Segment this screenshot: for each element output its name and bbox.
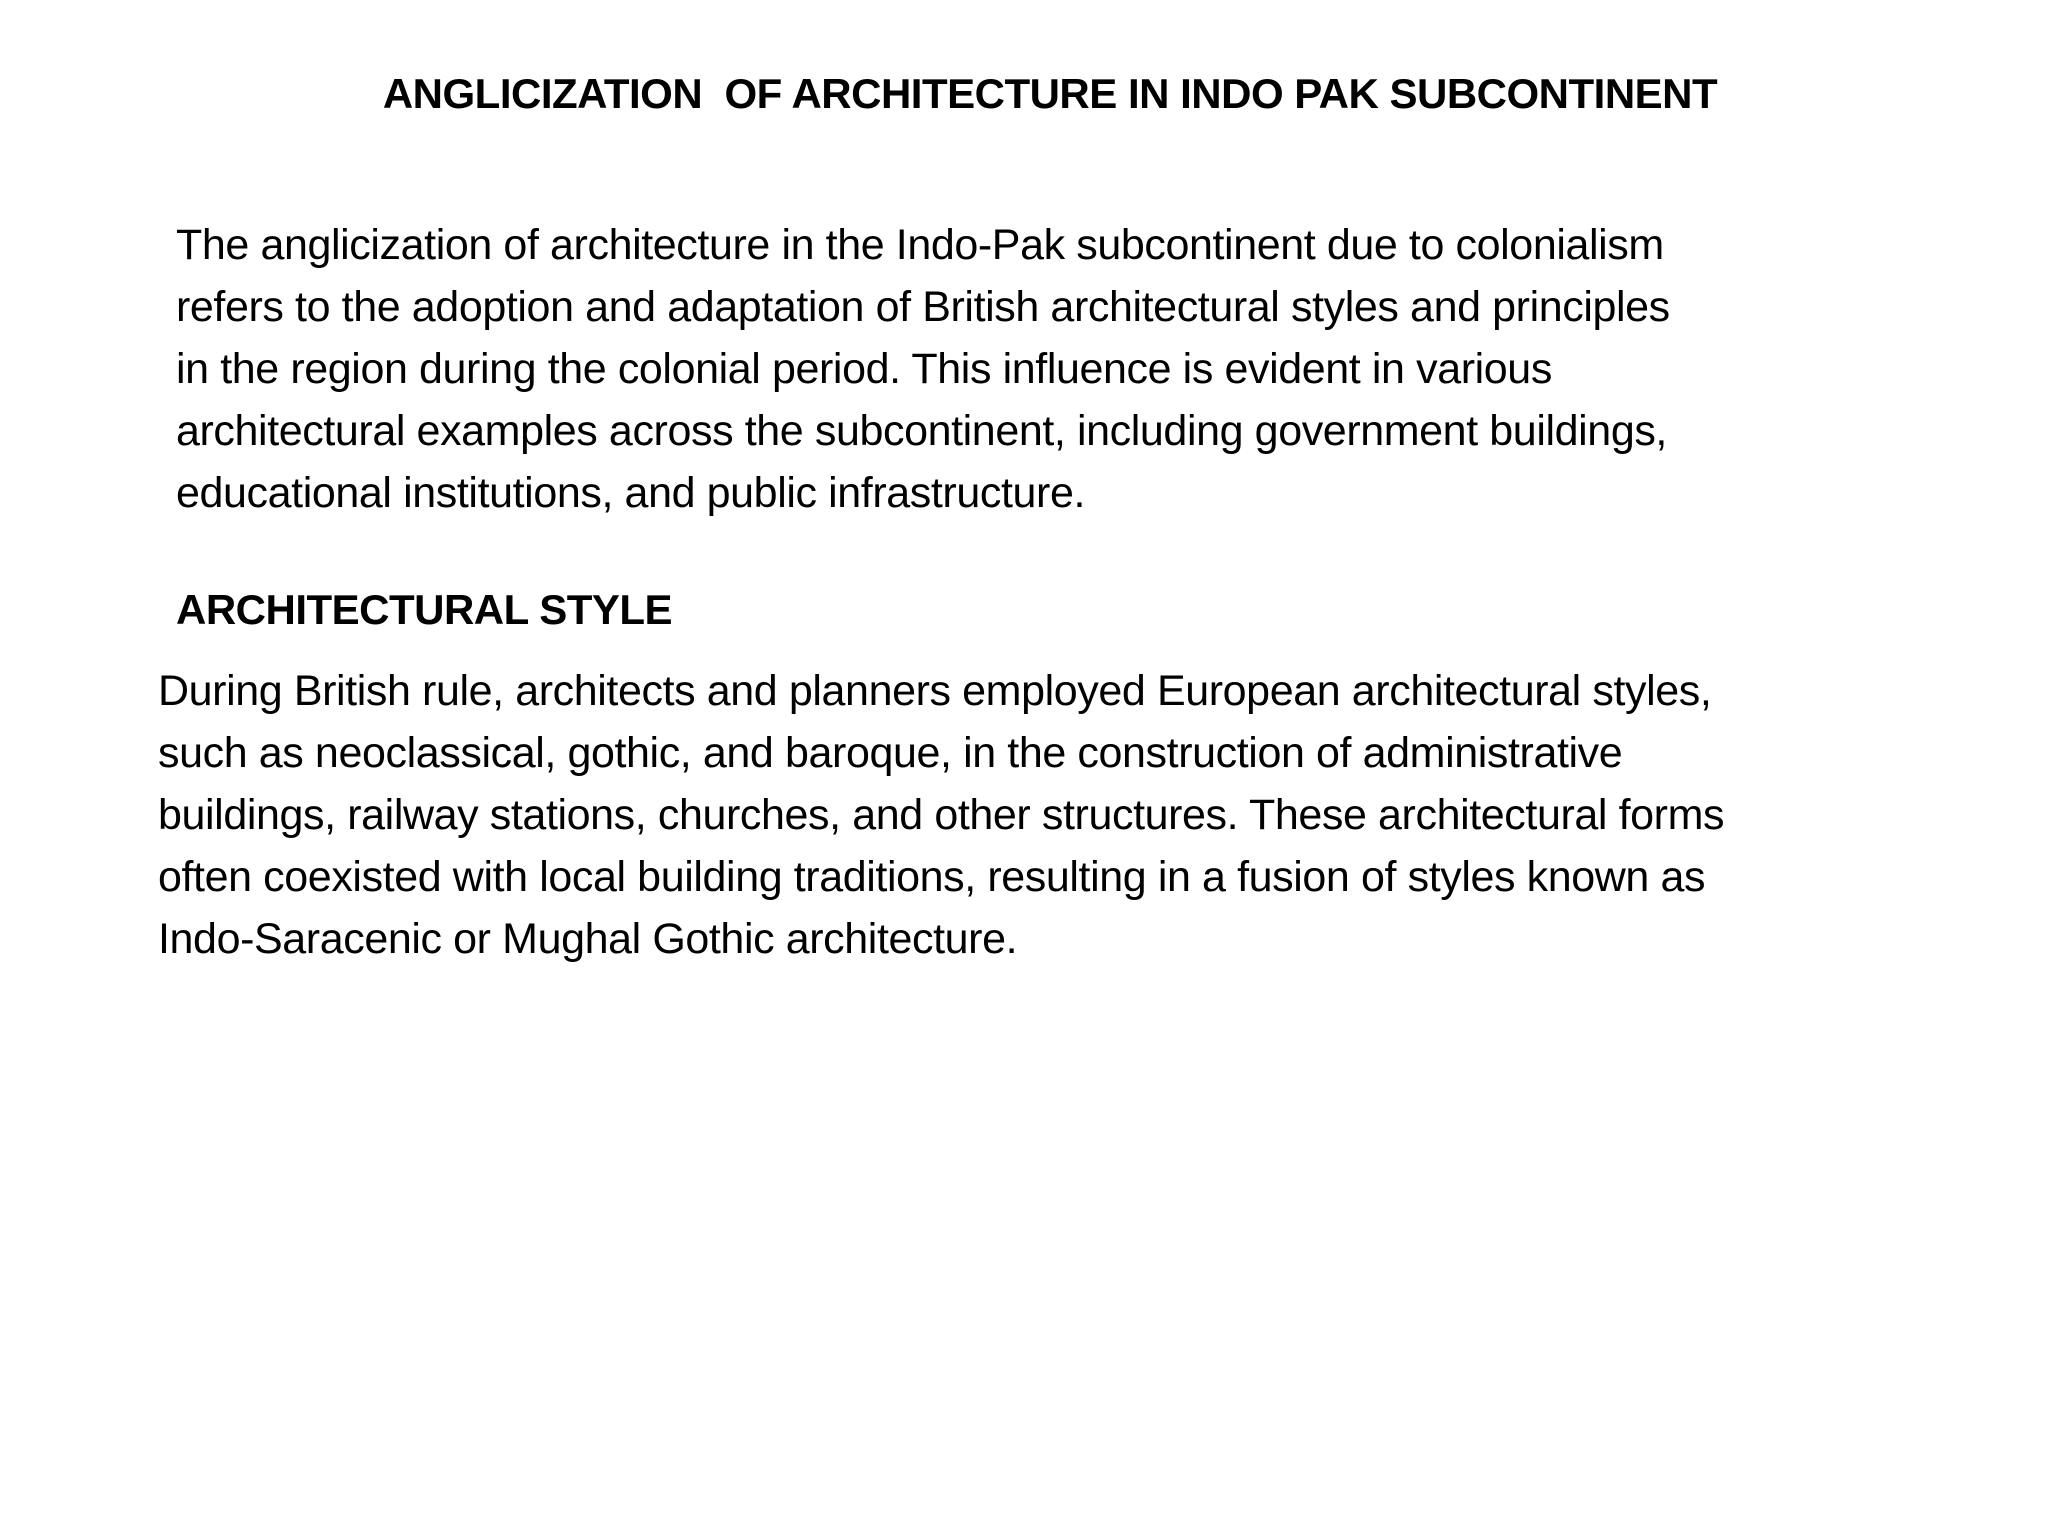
intro-line: in the region during the colonial period. This influence is evident in various xyxy=(176,345,1552,393)
style-paragraph xyxy=(158,660,1958,970)
section-heading: ARCHITECTURAL STYLE xyxy=(176,586,673,633)
slide-title: ANGLICIZATION OF ARCHITECTURE IN INDO PAK SUBCONTINENT xyxy=(382,70,1718,117)
intro-line: educational institutions, and public infrastructure. xyxy=(176,469,1086,517)
style-line: such as neoclassical, gothic, and baroque, in the construction of administrative xyxy=(158,729,1623,777)
style-line: Indo-Saracenic or Mughal Gothic architecture. xyxy=(158,915,1018,963)
intro-line: refers to the adoption and adaptation of British architectural styles and principles xyxy=(176,283,1670,331)
intro-line: architectural examples across the subcontinent, including government buildings, xyxy=(176,407,1667,455)
style-line: buildings, railway stations, churches, and other structures. These architectural forms xyxy=(158,791,1725,839)
style-line: often coexisted with local building traditions, resulting in a fusion of styles known as xyxy=(158,853,1706,901)
intro-paragraph xyxy=(176,214,1936,524)
intro-line: The anglicization of architecture in the Indo-Pak subcontinent due to colonialism xyxy=(176,221,1664,269)
style-line: During British rule, architects and planners employed European architectural styles, xyxy=(158,667,1712,715)
